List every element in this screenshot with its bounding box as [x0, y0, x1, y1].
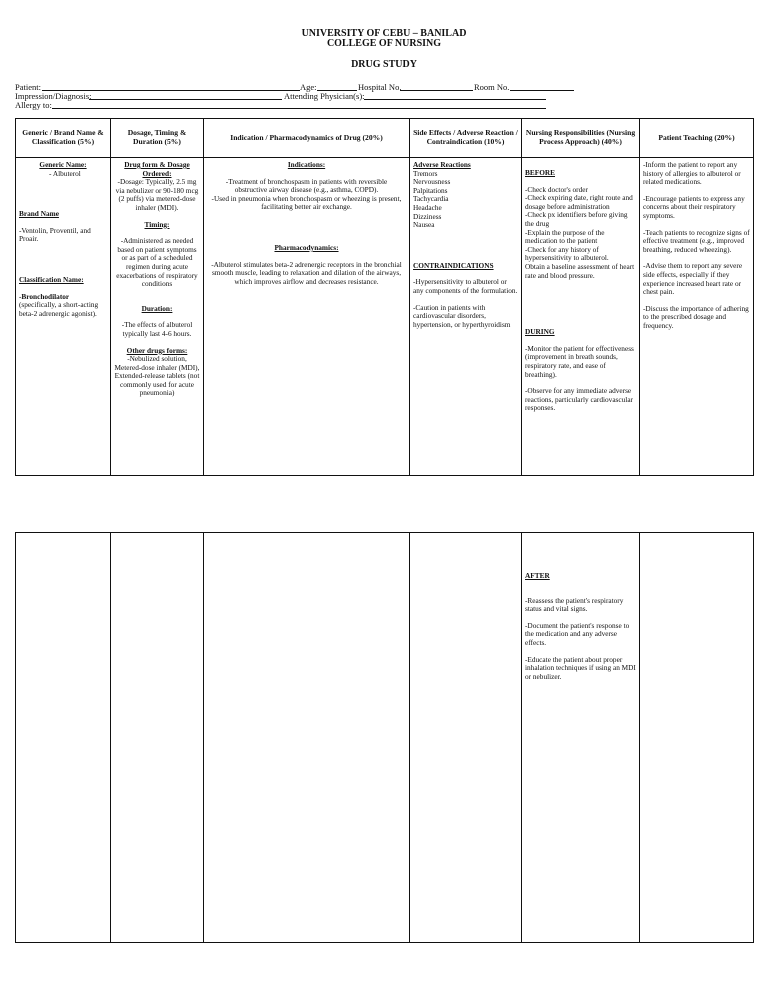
after-item: -Reassess the patient's respiratory status and vital signs. [525, 595, 624, 614]
impression-label: Impression/Diagnosis: [15, 91, 92, 101]
impression-line[interactable] [89, 99, 282, 100]
adverse-reactions-heading: Adverse Reactions [413, 160, 471, 169]
university-title: UNIVERSITY OF CEBU – BANILAD [301, 28, 467, 39]
hospital-no-label: Hospital No. [358, 82, 402, 92]
indications-heading: Indications: [287, 160, 326, 169]
generic-name-heading: Generic Name: [39, 160, 87, 169]
adverse-reaction-item: Tremors [413, 168, 438, 178]
after-heading: AFTER [525, 571, 550, 580]
before-item: -Explain the purpose of the medication to the patient [525, 227, 605, 246]
column-header: Nursing Responsibilities (Nursing Process Approach) (40%) [522, 119, 640, 158]
pharmacodynamics-heading: Pharmacodynamics: [274, 242, 339, 252]
nursing-cell [522, 533, 640, 943]
contraindications-heading: CONTRAINDICATIONS [413, 260, 494, 270]
during-heading: DURING [525, 327, 555, 337]
hospital-no-line[interactable] [400, 90, 473, 91]
teaching-item: -Encourage patients to express any concerns about their respiratory symptoms. [643, 193, 745, 220]
teaching-item: -Teach patients to recognize signs of effective treatment (e.g., improved breathing, reduced wheezing). [643, 227, 750, 254]
room-no-line[interactable] [510, 90, 574, 91]
before-item: -Check for any history of hypersensitivity to albuterol. [525, 244, 609, 263]
dosage-cell [111, 158, 204, 476]
other-forms-text: -Nebulized solution, Metered-dose inhaler (MDI), Extended-release tablets (not commonly used for acute pneumonia) [114, 354, 200, 398]
table-row [16, 158, 754, 476]
before-item: -Check doctor's order [525, 184, 588, 194]
contraindication-text: -Caution in patients with cardiovascular disorders, hypertension, or hyperthyroidism [413, 302, 511, 329]
after-item: -Educate the patient about proper inhalation techniques if using an MDI or nebulizer. [525, 654, 636, 681]
timing-text: -Administered as needed based on patient symptoms or as part of a scheduled regimen during acute exacerbations of respiratory conditions [116, 236, 198, 289]
teaching-item: -Discuss the importance of adhering to the prescribed dosage and frequency. [643, 303, 749, 330]
contraindication-text: -Hypersensitivity to albuterol or any components of the formulation. [413, 277, 518, 295]
age-label: Age: [300, 82, 317, 92]
before-heading: BEFORE [525, 168, 556, 177]
room-no-label: Room No. [474, 82, 510, 92]
table-row [16, 533, 754, 943]
empty-cell [16, 533, 111, 943]
drug-study-table [15, 118, 754, 476]
adverse-reaction-item: Nausea [413, 220, 435, 230]
allergy-label: Allergy to: [15, 100, 52, 110]
document-title: DRUG STUDY [351, 59, 417, 70]
indication-text: -Treatment of bronchospasm in patients with reversible obstructive airway disease (e.g., asthma, COPD). [225, 176, 388, 195]
during-item: -Monitor the patient for effectiveness (improvement in breath sounds, respiratory rate, and ease of breathing). [525, 343, 634, 379]
indication-text: -Used in pneumonia when bronchospasm or wheezing is present, facilitating better air exchange. [211, 193, 402, 212]
teaching-cell [640, 158, 754, 476]
attending-line[interactable] [364, 99, 546, 100]
before-item: Obtain a baseline assessment of heart rate and blood pressure. [525, 261, 635, 280]
other-forms-heading: Other drugs forms: [126, 345, 188, 355]
column-header: Indication / Pharmacodynamics of Drug (20%) [204, 119, 410, 158]
during-item: -Observe for any immediate adverse reactions, particularly cardiovascular responses. [525, 386, 633, 413]
adverse-reaction-item: Nervousness [413, 177, 451, 187]
table-header-row [16, 119, 754, 158]
continuation-table [15, 532, 754, 943]
generic-name-value: - Albuterol [49, 168, 81, 178]
duration-heading: Duration: [141, 303, 173, 313]
adverse-reaction-item: Palpitations [413, 185, 448, 195]
empty-cell [204, 533, 410, 943]
brand-name-heading: Brand Name [19, 209, 59, 219]
nursing-cell [522, 158, 640, 476]
brand-name-value: -Ventolin, Proventil, and Proair. [19, 225, 91, 244]
duration-text: -The effects of albuterol typically last 4-6 hours. [121, 320, 193, 338]
drug-form-heading: Drug form & Dosage Ordered: [124, 160, 190, 178]
indication-cell [204, 158, 410, 476]
column-header: Generic / Brand Name & Classification (5%) [16, 119, 111, 158]
adverse-reaction-item: Dizziness [413, 211, 442, 221]
empty-cell [111, 533, 204, 943]
allergy-line[interactable] [52, 108, 546, 109]
column-header: Patient Teaching (20%) [640, 119, 754, 158]
classification-cell [16, 158, 111, 476]
timing-heading: Timing: [144, 219, 170, 229]
column-header: Side Effects / Adverse Reaction / Contraindication (10%) [410, 119, 522, 158]
column-header: Dosage, Timing & Duration (5%) [111, 119, 204, 158]
drug-form-text: -Dosage: Typically, 2.5 mg via nebulizer or 90-180 mcg (2 puffs) via metered-dose inhaler (MDI). [115, 177, 199, 212]
college-title: COLLEGE OF NURSING [326, 38, 442, 49]
before-item: -Check px identifiers before giving the drug [525, 210, 628, 228]
pharmacodynamics-text: -Albuterol stimulates beta-2 adrenergic receptors in the bronchial smooth muscle, leading to relaxation and dilation of the airways, which improves airflow and decreases resistance. [211, 259, 402, 286]
empty-cell [640, 533, 754, 943]
adverse-reaction-item: Tachycardia [413, 194, 449, 204]
adverse-reaction-item: Headache [413, 202, 442, 212]
before-item: -Check expiring date, right route and dosage before administration [525, 193, 633, 211]
side-effects-cell [410, 158, 522, 476]
empty-cell [410, 533, 522, 943]
classification-value: -Bronchodilator [19, 291, 70, 301]
teaching-item: -Advise them to report any severe side effects, especially if they experience increased heart rate or chest pain. [643, 261, 743, 297]
attending-label: Attending Physician(s): [284, 91, 365, 101]
classification-detail: (specifically, a short-acting beta-2 adrenergic agonist). [19, 300, 99, 318]
after-item: -Document the patient's response to the medication and any adverse effects. [525, 620, 630, 647]
classification-heading: Classification Name: [19, 274, 84, 284]
teaching-item: -Inform the patient to report any history of allergies to albuterol or related medications. [643, 160, 741, 187]
patient-label: Patient: [15, 82, 41, 92]
